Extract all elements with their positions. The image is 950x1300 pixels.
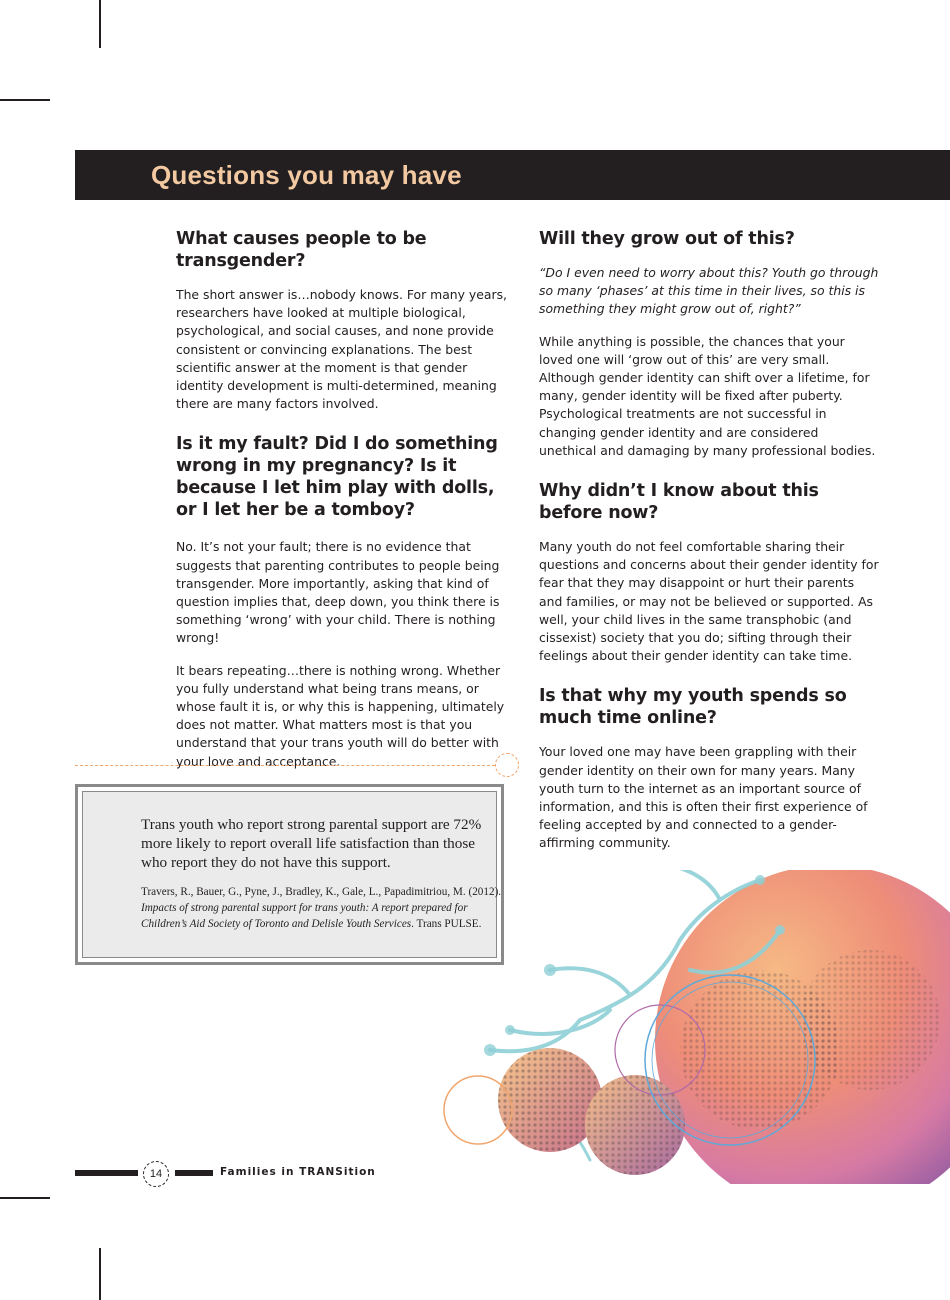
answer-is-it-my-fault-1: No. It’s not your fault; there is no evidence that suggests that parenting contributes to people being transgender. More importantly, asking that kind of question implies that, deep down, you think there is something ‘wrong’ with your child. There is nothing wrong!: [176, 539, 500, 646]
answer-what-causes: The short answer is…nobody knows. For many years, researchers have looked at multiple biological, psychological, and social causes, and none provide consistent or convincing explanations. The best scientific answer at the moment is that gender identity development is multi-determined, meaning there are many factors involved.: [176, 287, 507, 412]
section-banner: [75, 150, 950, 200]
heading-is-it-my-fault: Is it my fault? Did I do something wrong in my pregnancy? Is it because I let him play with dolls, or I let her be a tomboy?: [176, 434, 498, 521]
parent-quote: “Do I even need to worry about this? Youth go through so many ‘phases’ at this time in their lives, so this is something they might grow out of, right?”: [539, 265, 879, 317]
dashed-divider: [75, 765, 495, 766]
answer-time-online: Your loved one may have been grappling with their gender identity on their own for many years. Many youth turn to the internet as an important source of information, and this is often their first experience of feeling accepted by and connected to a gender-affirming community.: [539, 744, 868, 851]
left-column: [176, 228, 516, 771]
footer-bar-right: [175, 1170, 213, 1176]
heading-why-didnt-i-know: Why didn’t I know about this before now?: [539, 481, 819, 524]
heading-what-causes: What causes people to be transgender?: [176, 229, 427, 271]
citation-authors: Travers, R., Bauer, G., Pyne, J., Bradley, K., Gale, L., Papadimitriou, M. (2012).: [141, 886, 502, 898]
answer-is-it-my-fault-2: It bears repeating…there is nothing wrong. Whether you fully understand what being trans means, or whose fault it is, or why this is happening, ultimately does not matter. What matters most is that you understand that your trans youth will do better with your love and acceptance.: [176, 662, 505, 769]
right-column: [539, 228, 879, 853]
citation-title: Impacts of strong parental support for trans youth: A report prepared for Children’s Aid Society of Toronto and Delisle Youth Services: [141, 902, 468, 930]
crop-mark-left-top: [0, 99, 50, 101]
answer-why-didnt-i-know: Many youth do not feel comfortable sharing their questions and concerns about their gender identity for fear that they may disappoint or hurt their parents and families, or may not be believed or supported. As well, your child lives in the same transphobic (and cissexist) society that you do; sifting through their feelings about their gender identity can take time.: [539, 539, 879, 664]
crop-mark-top: [99, 0, 101, 48]
page-title: Questions you may have: [151, 160, 462, 190]
citation-end: . Trans PULSE.: [411, 918, 482, 930]
statistic-text: Trans youth who report strong parental support are 72% more likely to report overall life satisfaction than those who report they do not have this support.: [141, 816, 482, 871]
footer-bar-left: [75, 1170, 138, 1176]
page-number: 14: [143, 1161, 169, 1187]
crop-mark-bottom: [99, 1248, 101, 1300]
dashed-circle-ornament: [495, 753, 519, 777]
publication-title: Families in TRANSition: [220, 1166, 376, 1178]
heading-grow-out: Will they grow out of this?: [539, 229, 795, 249]
decorative-collage-illustration: [430, 870, 950, 1200]
answer-grow-out: While anything is possible, the chances that your loved one will ‘grow out of this’ are very small. Although gender identity can shift over a lifetime, for many, gender identity will be fixed after puberty. Psychological treatments are not successful in changing gender identity and are considered unethical and damaging by many professional bodies.: [539, 333, 876, 458]
crop-mark-left-bottom: [0, 1197, 50, 1199]
heading-time-online: Is that why my youth spends so much time online?: [539, 686, 847, 729]
